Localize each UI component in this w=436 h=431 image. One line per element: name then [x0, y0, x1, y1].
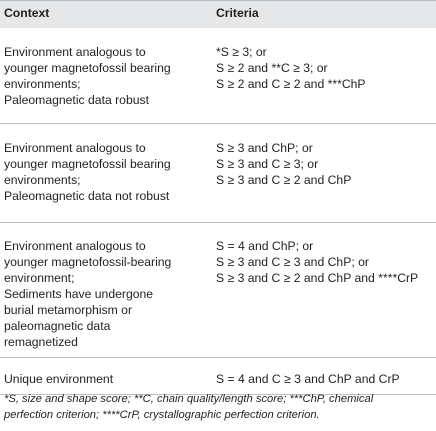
context-line: remagnetized	[4, 334, 78, 349]
criteria-line: S ≥ 3 and C ≥ 3; or	[216, 156, 319, 171]
footnote-line: *S, size and shape score; **C, chain quality/length score; ***ChP, chemical	[4, 393, 374, 405]
context-line: younger magnetofossil-bearing	[4, 254, 172, 269]
context-line: Environment analogous to	[4, 140, 146, 155]
table-row	[0, 357, 436, 394]
context-cell	[0, 28, 210, 123]
criteria-cell	[210, 222, 436, 357]
context-line: Environment analogous to	[4, 238, 146, 253]
context-cell	[0, 123, 210, 222]
criteria-line: *S ≥ 3; or	[216, 45, 267, 59]
criteria-line: S ≥ 3 and ChP; or	[216, 140, 313, 155]
context-line: Paleomagnetic data robust	[4, 93, 149, 107]
context-line: Unique environment	[4, 371, 114, 386]
footnote-line: perfection criterion; ****CrP, crystallographic perfection criterion.	[4, 409, 320, 421]
context-line: Environment analogous to	[4, 45, 146, 59]
context-line: burial metamorphism or	[4, 302, 133, 317]
criteria-cell	[210, 123, 436, 222]
context-line: environments;	[4, 77, 81, 91]
table-row	[0, 123, 436, 222]
criteria-line: S = 4 and C ≥ 3 and ChP and CrP	[216, 371, 400, 386]
table-row	[0, 222, 436, 357]
context-line: paleomagnetic data	[4, 318, 111, 333]
criteria-line: S ≥ 3 and C ≥ 2 and ChP and ****CrP	[216, 270, 419, 285]
context-line: Paleomagnetic data not robust	[4, 188, 170, 203]
context-line: younger magnetofossil bearing	[4, 156, 171, 171]
criteria-cell	[210, 357, 436, 394]
table-header-row	[0, 0, 436, 28]
criteria-line: S ≥ 2 and C ≥ 2 and ***ChP	[216, 77, 366, 91]
criteria-cell	[210, 28, 436, 123]
table-footnote	[4, 391, 432, 423]
context-line: Sediments have undergone	[4, 286, 154, 301]
top-rule	[0, 0, 436, 1]
context-line: environments;	[4, 172, 81, 187]
criteria-line: S ≥ 2 and **C ≥ 3; or	[216, 61, 328, 75]
criteria-line: S ≥ 3 and C ≥ 3 and ChP; or	[216, 254, 369, 269]
context-cell	[0, 357, 210, 394]
criteria-line: S = 4 and ChP; or	[216, 238, 314, 253]
context-line: environment;	[4, 270, 75, 285]
header-criteria: Criteria	[216, 6, 259, 20]
header-context: Context	[4, 6, 50, 20]
criteria-line: S ≥ 3 and C ≥ 2 and ChP	[216, 172, 352, 187]
context-line: younger magnetofossil bearing	[4, 61, 171, 75]
table-row	[0, 28, 436, 123]
context-cell	[0, 222, 210, 357]
